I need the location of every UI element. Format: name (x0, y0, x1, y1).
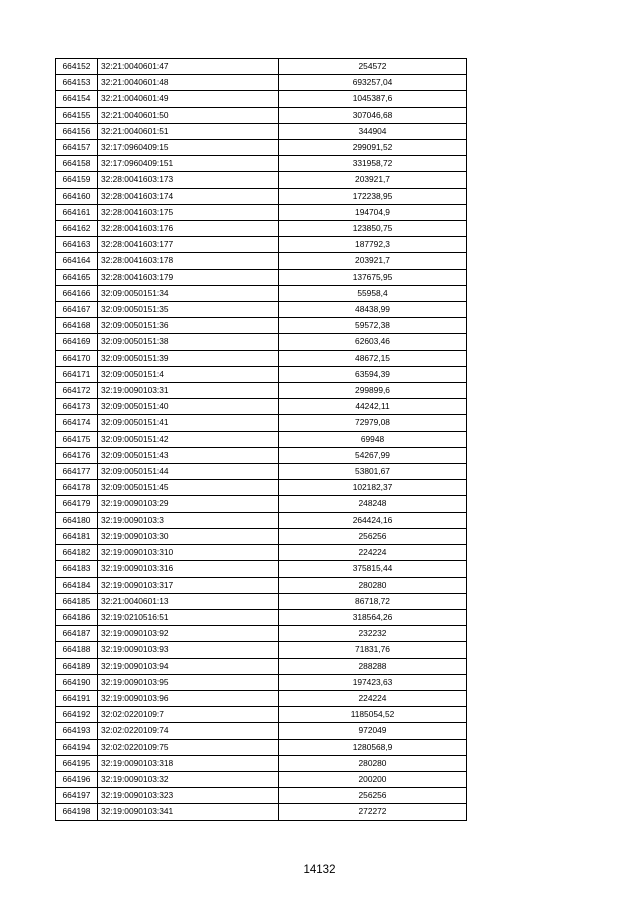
table-row (56, 512, 467, 528)
row-number-cell: 664183 (56, 561, 98, 577)
table-row (56, 366, 467, 382)
row-number-cell: 664175 (56, 431, 98, 447)
value-cell: 102182,37 (279, 480, 467, 496)
registry-table (55, 58, 467, 821)
cadastral-number-cell: 32:09:0050151:4 (98, 366, 279, 382)
row-number-cell: 664186 (56, 609, 98, 625)
value-cell: 72979,08 (279, 415, 467, 431)
table-row (56, 739, 467, 755)
value-cell: 1185054,52 (279, 707, 467, 723)
table-row (56, 447, 467, 463)
row-number-cell: 664172 (56, 383, 98, 399)
row-number-cell: 664159 (56, 172, 98, 188)
value-cell: 123850,75 (279, 221, 467, 237)
table-row (56, 350, 467, 366)
row-number-cell: 664197 (56, 788, 98, 804)
row-number-cell: 664156 (56, 123, 98, 139)
value-cell: 264424,16 (279, 512, 467, 528)
value-cell: 59572,38 (279, 318, 467, 334)
value-cell: 203921,7 (279, 253, 467, 269)
table-row (56, 75, 467, 91)
row-number-cell: 664173 (56, 399, 98, 415)
value-cell: 248248 (279, 496, 467, 512)
registry-table-body (56, 59, 467, 821)
table-row (56, 528, 467, 544)
table-row (56, 269, 467, 285)
table-row (56, 156, 467, 172)
value-cell: 54267,99 (279, 447, 467, 463)
row-number-cell: 664152 (56, 59, 98, 75)
table-row (56, 545, 467, 561)
row-number-cell: 664165 (56, 269, 98, 285)
table-row (56, 318, 467, 334)
table-row (56, 123, 467, 139)
table-row (56, 707, 467, 723)
row-number-cell: 664178 (56, 480, 98, 496)
table-row (56, 59, 467, 75)
row-number-cell: 664192 (56, 707, 98, 723)
cadastral-number-cell: 32:19:0090103:317 (98, 577, 279, 593)
cadastral-number-cell: 32:09:0050151:35 (98, 302, 279, 318)
table-row (56, 788, 467, 804)
value-cell: 232232 (279, 626, 467, 642)
value-cell: 307046,68 (279, 107, 467, 123)
table-row (56, 204, 467, 220)
value-cell: 1280568,9 (279, 739, 467, 755)
row-number-cell: 664162 (56, 221, 98, 237)
cadastral-number-cell: 32:09:0050151:38 (98, 334, 279, 350)
cadastral-number-cell: 32:02:0220109:74 (98, 723, 279, 739)
row-number-cell: 664169 (56, 334, 98, 350)
row-number-cell: 664196 (56, 771, 98, 787)
value-cell: 44242,11 (279, 399, 467, 415)
value-cell: 1045387,6 (279, 91, 467, 107)
cadastral-number-cell: 32:28:0041603:177 (98, 237, 279, 253)
value-cell: 48672,15 (279, 350, 467, 366)
value-cell: 693257,04 (279, 75, 467, 91)
table-row (56, 334, 467, 350)
table-row (56, 496, 467, 512)
cadastral-number-cell: 32:19:0090103:32 (98, 771, 279, 787)
cadastral-number-cell: 32:09:0050151:42 (98, 431, 279, 447)
row-number-cell: 664179 (56, 496, 98, 512)
cadastral-number-cell: 32:19:0090103:3 (98, 512, 279, 528)
table-row (56, 771, 467, 787)
cadastral-number-cell: 32:09:0050151:43 (98, 447, 279, 463)
cadastral-number-cell: 32:19:0090103:94 (98, 658, 279, 674)
cadastral-number-cell: 32:21:0040601:47 (98, 59, 279, 75)
page-number: 14132 (303, 864, 336, 876)
row-number-cell: 664153 (56, 75, 98, 91)
table-row (56, 221, 467, 237)
cadastral-number-cell: 32:28:0041603:175 (98, 204, 279, 220)
table-row (56, 626, 467, 642)
table-row (56, 431, 467, 447)
table-row (56, 399, 467, 415)
table-row (56, 577, 467, 593)
value-cell: 331958,72 (279, 156, 467, 172)
table-row (56, 188, 467, 204)
table-row (56, 690, 467, 706)
cadastral-number-cell: 32:09:0050151:40 (98, 399, 279, 415)
cadastral-number-cell: 32:17:0960409:15 (98, 140, 279, 156)
cadastral-number-cell: 32:19:0090103:31 (98, 383, 279, 399)
cadastral-number-cell: 32:19:0090103:95 (98, 674, 279, 690)
row-number-cell: 664170 (56, 350, 98, 366)
row-number-cell: 664161 (56, 204, 98, 220)
row-number-cell: 664157 (56, 140, 98, 156)
value-cell: 63594,39 (279, 366, 467, 382)
table-row (56, 253, 467, 269)
cadastral-number-cell: 32:21:0040601:13 (98, 593, 279, 609)
table-row (56, 723, 467, 739)
cadastral-number-cell: 32:17:0960409:151 (98, 156, 279, 172)
row-number-cell: 664187 (56, 626, 98, 642)
table-row (56, 91, 467, 107)
row-number-cell: 664191 (56, 690, 98, 706)
cadastral-number-cell: 32:09:0050151:45 (98, 480, 279, 496)
cadastral-number-cell: 32:19:0090103:96 (98, 690, 279, 706)
cadastral-number-cell: 32:28:0041603:176 (98, 221, 279, 237)
cadastral-number-cell: 32:21:0040601:51 (98, 123, 279, 139)
row-number-cell: 664185 (56, 593, 98, 609)
table-row (56, 642, 467, 658)
cadastral-number-cell: 32:21:0040601:50 (98, 107, 279, 123)
row-number-cell: 664194 (56, 739, 98, 755)
value-cell: 972049 (279, 723, 467, 739)
row-number-cell: 664193 (56, 723, 98, 739)
value-cell: 256256 (279, 788, 467, 804)
table-row (56, 140, 467, 156)
table-row (56, 415, 467, 431)
table-row (56, 755, 467, 771)
value-cell: 299899,6 (279, 383, 467, 399)
row-number-cell: 664195 (56, 755, 98, 771)
cadastral-number-cell: 32:19:0210516:51 (98, 609, 279, 625)
row-number-cell: 664167 (56, 302, 98, 318)
table-row (56, 804, 467, 820)
row-number-cell: 664164 (56, 253, 98, 269)
value-cell: 71831,76 (279, 642, 467, 658)
row-number-cell: 664184 (56, 577, 98, 593)
cadastral-number-cell: 32:19:0090103:30 (98, 528, 279, 544)
value-cell: 344904 (279, 123, 467, 139)
table-row (56, 561, 467, 577)
value-cell: 280280 (279, 577, 467, 593)
row-number-cell: 664174 (56, 415, 98, 431)
table-row (56, 237, 467, 253)
cadastral-number-cell: 32:28:0041603:179 (98, 269, 279, 285)
value-cell: 53801,67 (279, 464, 467, 480)
table-row (56, 107, 467, 123)
cadastral-number-cell: 32:09:0050151:39 (98, 350, 279, 366)
value-cell: 194704,9 (279, 204, 467, 220)
value-cell: 256256 (279, 528, 467, 544)
cadastral-number-cell: 32:21:0040601:49 (98, 91, 279, 107)
row-number-cell: 664176 (56, 447, 98, 463)
table-row (56, 674, 467, 690)
row-number-cell: 664163 (56, 237, 98, 253)
row-number-cell: 664190 (56, 674, 98, 690)
row-number-cell: 664188 (56, 642, 98, 658)
value-cell: 172238,95 (279, 188, 467, 204)
cadastral-number-cell: 32:19:0090103:316 (98, 561, 279, 577)
cadastral-number-cell: 32:28:0041603:178 (98, 253, 279, 269)
value-cell: 254572 (279, 59, 467, 75)
cadastral-number-cell: 32:09:0050151:36 (98, 318, 279, 334)
row-number-cell: 664171 (56, 366, 98, 382)
value-cell: 48438,99 (279, 302, 467, 318)
value-cell: 200200 (279, 771, 467, 787)
table-row (56, 285, 467, 301)
row-number-cell: 664154 (56, 91, 98, 107)
cadastral-number-cell: 32:09:0050151:44 (98, 464, 279, 480)
cadastral-number-cell: 32:28:0041603:174 (98, 188, 279, 204)
row-number-cell: 664182 (56, 545, 98, 561)
registry-table-container (55, 58, 467, 821)
cadastral-number-cell: 32:19:0090103:318 (98, 755, 279, 771)
cadastral-number-cell: 32:09:0050151:34 (98, 285, 279, 301)
value-cell: 203921,7 (279, 172, 467, 188)
cadastral-number-cell: 32:19:0090103:341 (98, 804, 279, 820)
value-cell: 375815,44 (279, 561, 467, 577)
row-number-cell: 664177 (56, 464, 98, 480)
cadastral-number-cell: 32:02:0220109:75 (98, 739, 279, 755)
row-number-cell: 664198 (56, 804, 98, 820)
cadastral-number-cell: 32:19:0090103:93 (98, 642, 279, 658)
cadastral-number-cell: 32:19:0090103:92 (98, 626, 279, 642)
table-row (56, 383, 467, 399)
row-number-cell: 664160 (56, 188, 98, 204)
value-cell: 86718,72 (279, 593, 467, 609)
value-cell: 288288 (279, 658, 467, 674)
table-row (56, 172, 467, 188)
cadastral-number-cell: 32:19:0090103:323 (98, 788, 279, 804)
value-cell: 224224 (279, 690, 467, 706)
value-cell: 280280 (279, 755, 467, 771)
row-number-cell: 664166 (56, 285, 98, 301)
value-cell: 187792,3 (279, 237, 467, 253)
value-cell: 55958,4 (279, 285, 467, 301)
value-cell: 224224 (279, 545, 467, 561)
cadastral-number-cell: 32:28:0041603:173 (98, 172, 279, 188)
value-cell: 272272 (279, 804, 467, 820)
cadastral-number-cell: 32:09:0050151:41 (98, 415, 279, 431)
value-cell: 197423,63 (279, 674, 467, 690)
table-row (56, 593, 467, 609)
row-number-cell: 664155 (56, 107, 98, 123)
cadastral-number-cell: 32:19:0090103:310 (98, 545, 279, 561)
value-cell: 69948 (279, 431, 467, 447)
row-number-cell: 664168 (56, 318, 98, 334)
value-cell: 137675,95 (279, 269, 467, 285)
cadastral-number-cell: 32:19:0090103:29 (98, 496, 279, 512)
table-row (56, 658, 467, 674)
table-row (56, 302, 467, 318)
cadastral-number-cell: 32:02:0220109:7 (98, 707, 279, 723)
table-row (56, 609, 467, 625)
table-row (56, 464, 467, 480)
row-number-cell: 664181 (56, 528, 98, 544)
row-number-cell: 664180 (56, 512, 98, 528)
value-cell: 299091,52 (279, 140, 467, 156)
value-cell: 318564,26 (279, 609, 467, 625)
row-number-cell: 664158 (56, 156, 98, 172)
value-cell: 62603,46 (279, 334, 467, 350)
cadastral-number-cell: 32:21:0040601:48 (98, 75, 279, 91)
row-number-cell: 664189 (56, 658, 98, 674)
table-row (56, 480, 467, 496)
